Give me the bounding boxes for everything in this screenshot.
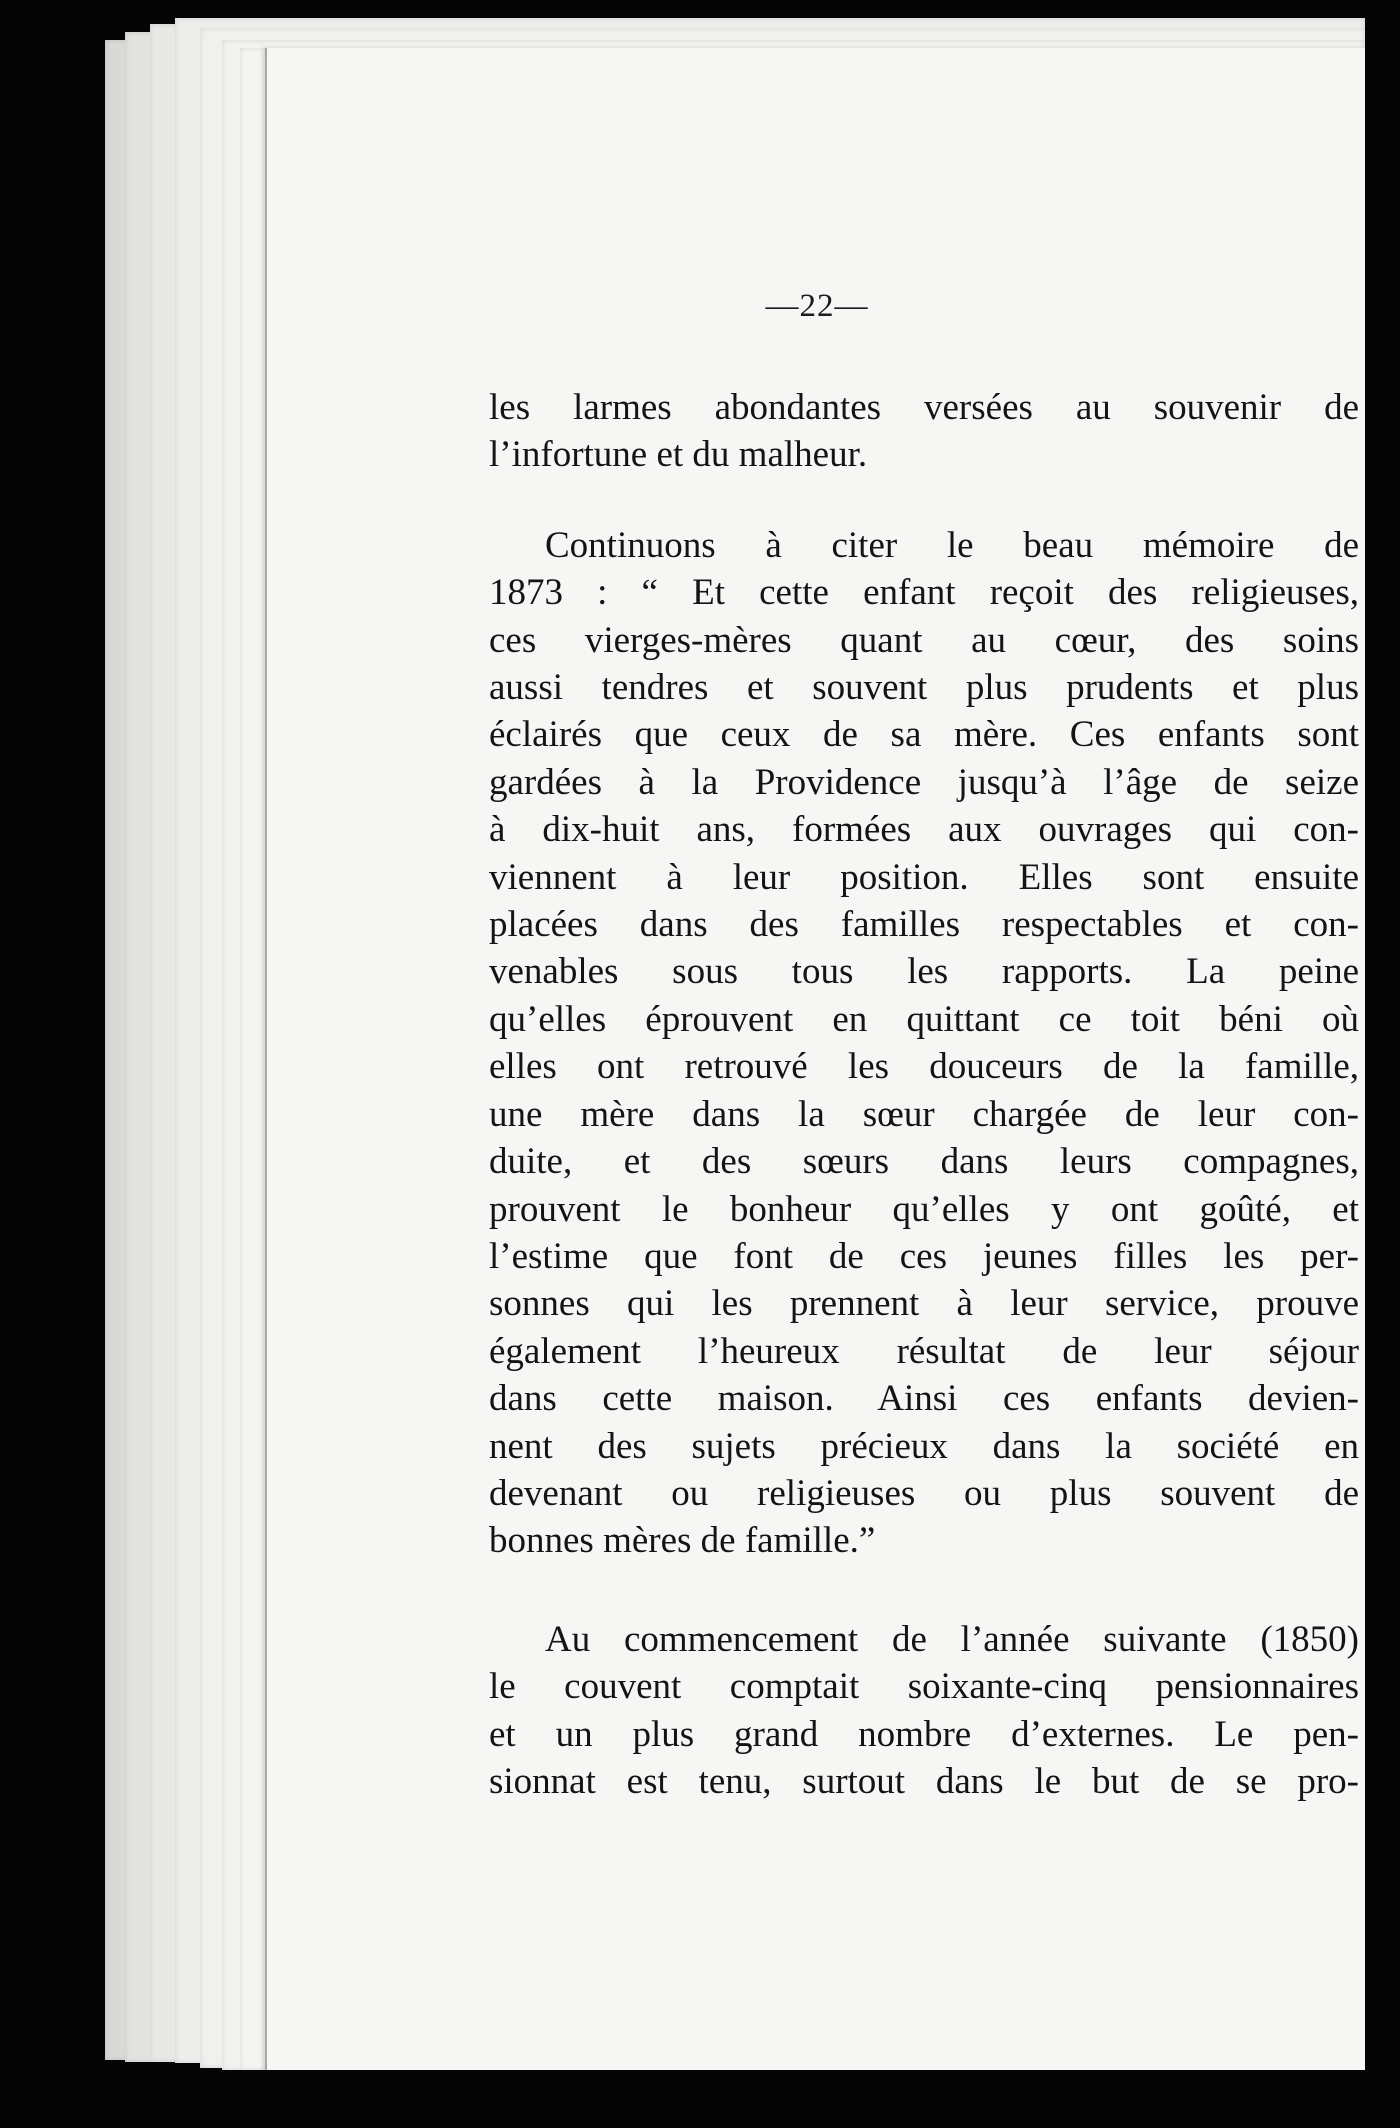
text-line: sonnes qui les prennent à leur service, prouve [489, 1283, 1359, 1325]
text-line: sionnat est tenu, surtout dans le but de se pro- [489, 1760, 1359, 1802]
text-line: gardées à la Providence jusqu’à l’âge de seize [489, 761, 1359, 803]
text-line: 1873 : “ Et cette enfant reçoit des religieuses, [489, 572, 1359, 614]
text-line: placées dans des familles respectables et con- [489, 904, 1359, 946]
text-line: venables sous tous les rapports. La peine [489, 951, 1359, 993]
text-line: viennent à leur position. Elles sont ensuite [489, 856, 1359, 898]
text-line: aussi tendres et souvent plus prudents et plus [489, 667, 1359, 709]
text-line: duite, et des sœurs dans leurs compagnes, [489, 1141, 1359, 1183]
page-number: —22— [765, 288, 869, 324]
text-line: le couvent comptait soixante-cinq pensionnaires [489, 1666, 1359, 1708]
paragraph-3 [489, 1616, 1359, 1806]
text-line: et un plus grand nombre d’externes. Le pen- [489, 1713, 1359, 1755]
text-line: devenant ou religieuses ou plus souvent de [489, 1472, 1359, 1514]
text-line: l’infortune et du malheur. [489, 434, 868, 476]
scan-border [1365, 0, 1400, 2128]
body-text [489, 384, 1359, 1805]
text-line: l’estime que font de ces jeunes filles les per- [489, 1235, 1359, 1277]
text-line: les larmes abondantes versées au souvenir de [489, 387, 1359, 428]
text-line: une mère dans la sœur chargée de leur con- [489, 1093, 1359, 1135]
text-line: qu’elles éprouvent en quittant ce toit béni où [489, 998, 1359, 1040]
text-line: elles ont retrouvé les douceurs de la famille, [489, 1046, 1359, 1088]
text-line: éclairés que ceux de sa mère. Ces enfants sont [489, 714, 1359, 756]
text-line: dans cette maison. Ainsi ces enfants devien- [489, 1378, 1359, 1420]
paragraph-1 [489, 384, 1359, 479]
page-sheet [265, 48, 1367, 2070]
text-line: également l’heureux résultat de leur séjour [489, 1330, 1359, 1372]
text-line: nent des sujets précieux dans la société en [489, 1425, 1359, 1467]
paragraph-2 [489, 522, 1359, 1565]
text-line: Continuons à citer le beau mémoire de [545, 524, 1359, 566]
text-line: à dix-huit ans, formées aux ouvrages qui con- [489, 809, 1359, 851]
text-line: Au commencement de l’année suivante (1850) [545, 1618, 1359, 1660]
text-line: prouvent le bonheur qu’elles y ont goûté, et [489, 1188, 1359, 1230]
text-line: bonnes mères de famille.” [489, 1520, 876, 1562]
text-line: ces vierges-mères quant au cœur, des soins [489, 619, 1359, 661]
